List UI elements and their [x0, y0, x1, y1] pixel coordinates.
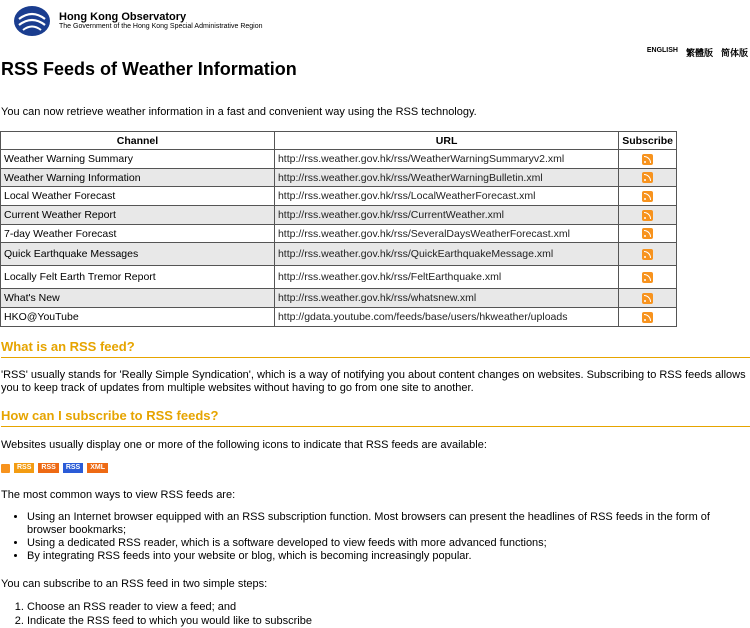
- table-row: [1, 243, 677, 266]
- rss-subscribe-icon[interactable]: [642, 249, 653, 260]
- rss-subscribe-icon[interactable]: [642, 172, 653, 183]
- channel-cell: Local Weather Forecast: [1, 187, 275, 206]
- ways-intro-text: The most common ways to view RSS feeds are:: [1, 489, 236, 501]
- rss-badge-icon: RSS: [14, 463, 34, 473]
- rss-feeds-table: [0, 131, 677, 327]
- url-cell: http://rss.weather.gov.hk/rss/WeatherWarningSummaryv2.xml: [274, 150, 618, 169]
- table-row: [1, 150, 677, 169]
- channel-cell: 7-day Weather Forecast: [1, 224, 275, 243]
- rss-subscribe-icon[interactable]: [642, 272, 653, 283]
- url-cell: http://rss.weather.gov.hk/rss/QuickEarthquakeMessage.xml: [274, 243, 618, 266]
- table-row: [1, 266, 677, 289]
- intro-text: You can now retrieve weather information in a fast and convenient way using the RSS technology.: [1, 106, 477, 118]
- org-block: [59, 11, 263, 31]
- table-row: [1, 168, 677, 187]
- rss-subscribe-icon[interactable]: [642, 293, 653, 304]
- url-cell: http://rss.weather.gov.hk/rss/WeatherWarningBulletin.xml: [274, 168, 618, 187]
- channel-cell: HKO@YouTube: [1, 308, 275, 327]
- channel-cell: Weather Warning Summary: [1, 150, 275, 169]
- col-header-url: URL: [274, 132, 618, 150]
- rss-subscribe-icon[interactable]: [642, 191, 653, 202]
- table-row: [1, 308, 677, 327]
- rss-subscribe-icon[interactable]: [642, 228, 653, 239]
- subscribe-cell: [619, 168, 677, 187]
- org-name: Hong Kong Observatory: [59, 11, 187, 24]
- subscribe-cell: [619, 243, 677, 266]
- channel-cell: Locally Felt Earth Tremor Report: [1, 266, 275, 289]
- list-item: • By integrating RSS feeds into your website or blog, which is becoming increasingly popular.: [27, 550, 746, 563]
- list-item: • Using an Internet browser equipped with an RSS subscription function. Most browsers can present the headlines of RSS feeds in the form of browser bookmarks;: [27, 511, 746, 537]
- lang-traditional-link[interactable]: 繁體版: [685, 48, 713, 58]
- table-header-row: [1, 132, 677, 150]
- col-header-subscribe: Subscribe: [619, 132, 677, 150]
- steps-list: [1, 600, 312, 628]
- subscribe-cell: [619, 224, 677, 243]
- xml-badge-icon: XML: [87, 463, 108, 473]
- rss-badge-icon: RSS: [63, 463, 83, 473]
- channel-cell: Weather Warning Information: [1, 168, 275, 187]
- icons-intro-text: Websites usually display one or more of the following icons to indicate that RSS feeds are available:: [1, 439, 487, 451]
- url-cell: http://rss.weather.gov.hk/rss/LocalWeatherForecast.xml: [274, 187, 618, 206]
- table-row: [1, 206, 677, 225]
- rss-subscribe-icon[interactable]: [642, 210, 653, 221]
- lang-simplified-link[interactable]: 简体版: [720, 48, 748, 58]
- rss-subscribe-icon[interactable]: [642, 312, 653, 323]
- what-is-rss-text: 'RSS' usually stands for 'Really Simple Syndication', which is a way of notifying you about content changes on websites. Subscribing to RSS feeds allows you to keep track of updates from multiple websites without having to go from one site to another.: [1, 369, 746, 394]
- section-title-what-is-rss: What is an RSS feed?: [1, 339, 750, 358]
- list-item: 2. Indicate the RSS feed to which you would like to subscribe: [27, 614, 312, 628]
- url-cell: http://rss.weather.gov.hk/rss/SeveralDaysWeatherForecast.xml: [274, 224, 618, 243]
- rss-subscribe-icon[interactable]: [642, 154, 653, 165]
- list-item: • Using a dedicated RSS reader, which is a software developed to view feeds with more advanced functions;: [27, 537, 746, 550]
- rss-badge-icon: RSS: [38, 463, 58, 473]
- subscribe-cell: [619, 308, 677, 327]
- lang-english-link[interactable]: ENGLISH: [646, 47, 678, 54]
- subscribe-cell: [619, 289, 677, 308]
- col-header-channel: Channel: [1, 132, 275, 150]
- language-switch: [647, 46, 748, 59]
- subscribe-cell: [619, 187, 677, 206]
- table-row: [1, 187, 677, 206]
- rss-badges: [1, 463, 108, 473]
- url-cell: http://rss.weather.gov.hk/rss/whatsnew.xml: [274, 289, 618, 308]
- url-cell: http://rss.weather.gov.hk/rss/FeltEarthquake.xml: [274, 266, 618, 289]
- rss-feed-icon: [1, 464, 10, 473]
- hko-logo-icon[interactable]: [13, 5, 51, 37]
- site-header: [13, 4, 263, 38]
- subscribe-cell: [619, 150, 677, 169]
- page-title: RSS Feeds of Weather Information: [1, 59, 297, 79]
- steps-intro-text: You can subscribe to an RSS feed in two simple steps:: [1, 578, 268, 590]
- table-row: [1, 289, 677, 308]
- subscribe-cell: [619, 266, 677, 289]
- ways-list: [1, 511, 746, 563]
- channel-cell: What's New: [1, 289, 275, 308]
- list-item: 1. Choose an RSS reader to view a feed; and: [27, 600, 312, 614]
- section-title-how-subscribe: How can I subscribe to RSS feeds?: [1, 408, 750, 427]
- channel-cell: Current Weather Report: [1, 206, 275, 225]
- table-row: [1, 224, 677, 243]
- org-subtitle: The Government of the Hong Kong Special Administrative Region: [59, 23, 263, 31]
- url-cell: http://gdata.youtube.com/feeds/base/users/hkweather/uploads: [274, 308, 618, 327]
- subscribe-cell: [619, 206, 677, 225]
- channel-cell: Quick Earthquake Messages: [1, 243, 275, 266]
- url-cell: http://rss.weather.gov.hk/rss/CurrentWeather.xml: [274, 206, 618, 225]
